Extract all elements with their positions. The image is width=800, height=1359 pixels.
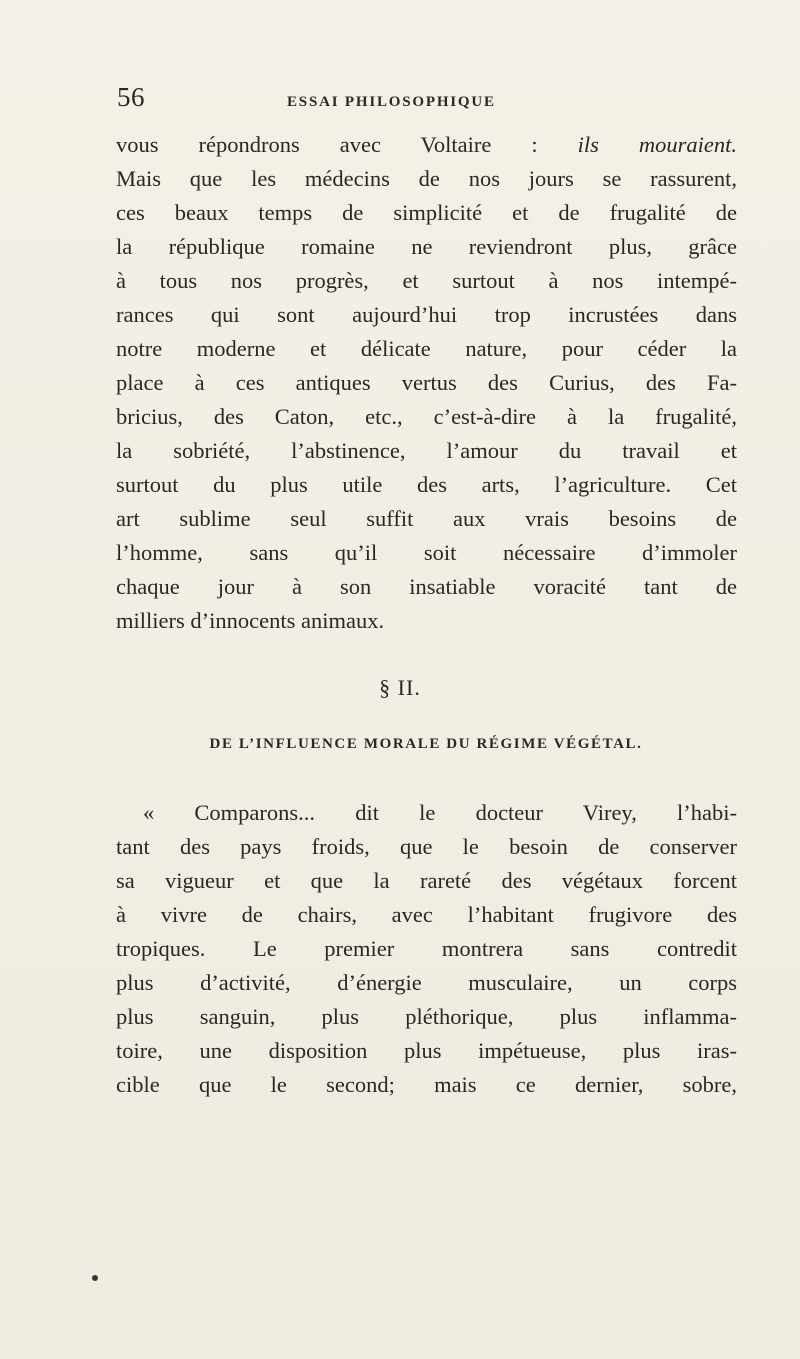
- text-line: plus d’activité, d’énergie musculaire, un corps: [116, 970, 737, 995]
- text-line: tropiques. Le premier montrera sans contredit: [116, 936, 737, 961]
- page-number: 56: [117, 82, 145, 112]
- text-line: ces beaux temps de simplicité et de frugalité de: [116, 200, 737, 225]
- text-line: plus sanguin, plus pléthorique, plus inflamma-: [116, 1004, 737, 1029]
- text-line: Mais que les médecins de nos jours se rassurent,: [116, 166, 737, 191]
- section-title: DE L’INFLUENCE MORALE DU RÉGIME VÉGÉTAL.: [209, 736, 643, 752]
- text-line: toire, une disposition plus impétueuse, plus iras-: [116, 1038, 737, 1063]
- section-mark: § II.: [379, 675, 421, 700]
- paragraph-2: [116, 796, 737, 1102]
- text-line: art sublime seul suffit aux vrais besoins de: [116, 506, 737, 531]
- text-line: surtout du plus utile des arts, l’agriculture. Cet: [116, 472, 737, 497]
- running-head: [117, 82, 737, 122]
- text-line: chaque jour à son insatiable voracité tant de: [116, 574, 737, 599]
- ink-speck: [92, 1275, 98, 1281]
- text-line: la république romaine ne reviendront plus, grâce: [116, 234, 737, 259]
- text-line: notre moderne et délicate nature, pour céder la: [116, 336, 737, 361]
- text-line: tant des pays froids, que le besoin de conserver: [116, 834, 737, 859]
- text-line: place à ces antiques vertus des Curius, des Fa-: [116, 370, 737, 395]
- text-line: « Comparons... dit le docteur Virey, l’habi-: [143, 800, 737, 825]
- text-line: sa vigueur et que la rareté des végétaux forcent: [116, 868, 737, 893]
- text-line: la sobriété, l’abstinence, l’amour du travail et: [116, 438, 737, 463]
- text-line: milliers d’innocents animaux.: [116, 608, 385, 633]
- italic-phrase: ils mouraient.: [577, 132, 737, 157]
- text-line: cible que le second; mais ce dernier, sobre,: [116, 1072, 737, 1097]
- text-line: l’homme, sans qu’il soit nécessaire d’immoler: [116, 540, 737, 565]
- text-line: à tous nos progrès, et surtout à nos intempé-: [116, 268, 737, 293]
- text-line: à vivre de chairs, avec l’habitant frugivore des: [116, 902, 737, 927]
- text-line: vous répondrons avec Voltaire : ils mouraient.: [116, 132, 737, 157]
- text-line: bricius, des Caton, etc., c’est-à-dire à la frugalité,: [116, 404, 737, 429]
- paragraph-1: [116, 128, 737, 638]
- text-line: rances qui sont aujourd’hui trop incrustées dans: [116, 302, 737, 327]
- running-title: ESSAI PHILOSOPHIQUE: [287, 94, 496, 110]
